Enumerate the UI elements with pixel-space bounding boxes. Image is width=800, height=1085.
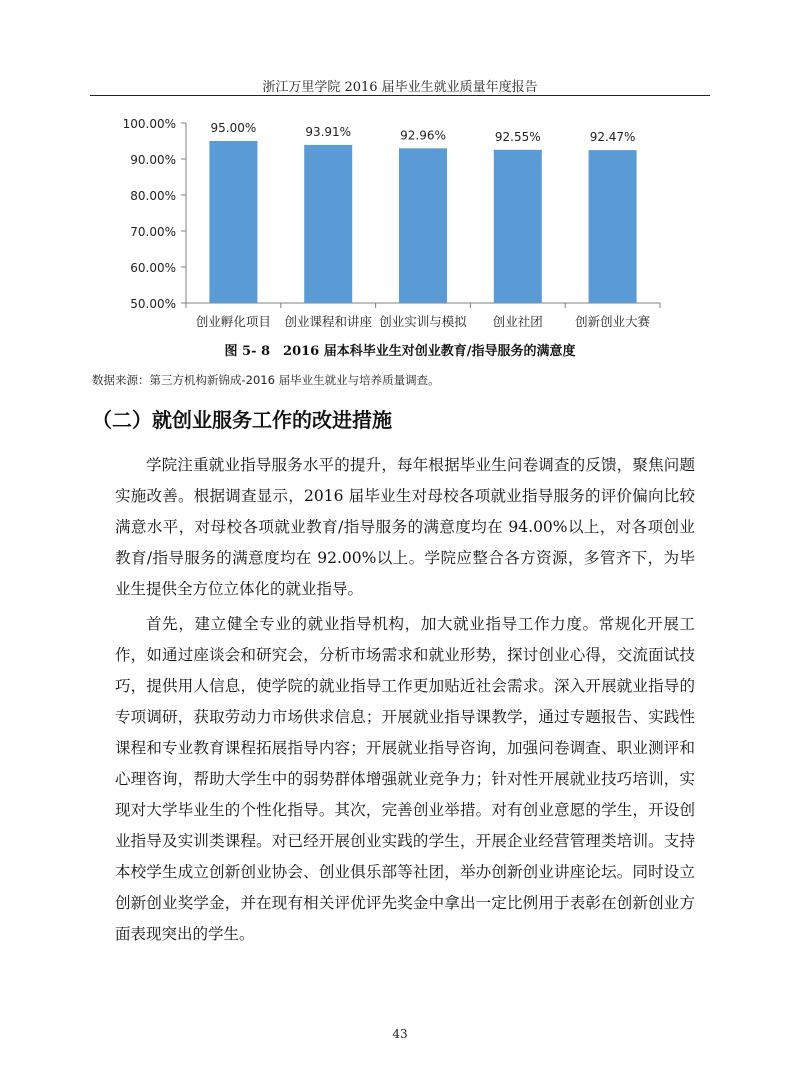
bar-value-label: 92.47% — [589, 130, 636, 145]
y-tick-label: 60.00% — [130, 261, 176, 275]
bar-value-label: 93.91% — [305, 124, 352, 139]
bar-value-label: 92.55% — [494, 129, 541, 144]
figure-caption: 图 5- 8 2016 届本科毕业生对创业教育/指导服务的满意度 — [224, 344, 576, 359]
section-title: （二）就创业服务工作的改进措施 — [92, 408, 392, 432]
category-label: 创业社团 — [492, 314, 543, 329]
bar — [209, 141, 257, 303]
category-label: 创新创业大赛 — [575, 314, 651, 329]
y-tick-label: 80.00% — [130, 189, 176, 203]
bar — [589, 150, 637, 303]
x-axis-labels — [186, 303, 660, 329]
bar — [494, 150, 542, 303]
category-label: 创业课程和讲座 — [284, 314, 372, 329]
bar-value-label: 95.00% — [210, 121, 257, 135]
y-tick-label: 70.00% — [130, 225, 176, 239]
y-tick-label: 100.00% — [122, 117, 176, 131]
y-tick-label: 50.00% — [130, 297, 176, 311]
category-label: 创业孵化项目 — [195, 314, 271, 329]
data-source-note: 数据来源：第三方机构新锦成-2016 届毕业生就业与培养质量调查。 — [92, 373, 440, 387]
category-label: 创业实训与模拟 — [379, 314, 467, 329]
satisfaction-bar-chart — [0, 0, 800, 340]
bar — [399, 148, 447, 303]
bars — [209, 121, 636, 303]
bar-value-label: 92.96% — [400, 128, 446, 143]
paragraph-2: 首先，建立健全专业的就业指导机构，加大就业指导工作力度。常规化开展工作，如通过座谈会和研究会，分析市场需求和就业形势，探讨创业心得，交流面试技巧，提供用人信息，使学院的就业指导工作更加贴近社会需求。深入开展就业指导的专项调研，获取劳动力市场供求信息；开展就业指导课教学，通过专题报告、实践性课程和专业教育课程拓展指导内容；开展就业指导咨询，加强问卷调查、职业测评和心理咨询，帮助大学生中的弱势群体增强就业竞争力；针对性开展就业技巧培训，实现对大学毕业生的个性化指导。其次，完善创业举措。对有创业意愿的学生，开设创业指导及实训类课程。对已经开展创业实践的学生，开展企业经营管理类培训。支持本校学生成立创新创业协会、创业俱乐部等社团，举办创新创业讲座论坛。同时设立创新创业奖学金，并在现有相关评优评先奖金中拿出一定比例用于表彰在创新创业方面表现突出的学生。 — [115, 615, 695, 943]
paragraph-1: 学院注重就业指导服务水平的提升，每年根据毕业生问卷调查的反馈，聚焦问题实施改善。根据调查显示，2016 届毕业生对母校各项就业指导服务的评价偏向比较满意水平，对母校各项就业教育/指导服务的满意度均在 94.00%以上，对各项创业教育/指导服务的满意度均在 92.00%以上。学院应整合各方资源，多管齐下，为毕业生提供全方位立体化的就业指导。 — [115, 456, 695, 598]
page-number: 43 — [392, 1027, 408, 1041]
bar — [304, 145, 352, 303]
page-header: 浙江万里学院 2016 届毕业生就业质量年度报告 — [262, 80, 538, 95]
y-tick-label: 90.00% — [130, 153, 176, 167]
y-axis — [123, 117, 660, 311]
